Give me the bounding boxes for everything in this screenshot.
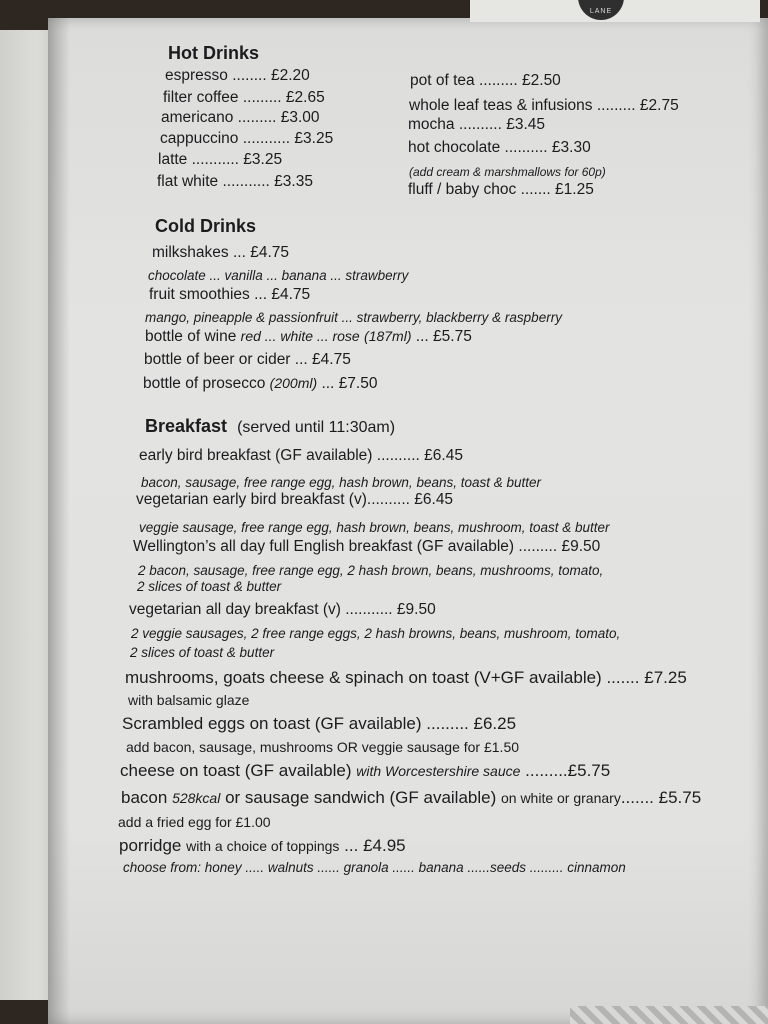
menu-item-flat-white: flat white ........... £3.35 bbox=[157, 173, 313, 190]
menu-item-fluff: fluff / baby choc ....... £1.25 bbox=[408, 181, 594, 198]
hot-drinks-heading: Hot Drinks bbox=[168, 43, 260, 63]
wellington-description-line-1: 2 bacon, sausage, free range egg, 2 hash brown, beans, mushrooms, tomato, bbox=[138, 563, 604, 578]
logo-text: LANE bbox=[589, 8, 613, 15]
menu-item-milkshakes: milkshakes ... £4.75 bbox=[152, 244, 290, 261]
menu-item-hot-chocolate: hot chocolate .......... £3.30 bbox=[408, 139, 591, 156]
menu-item-cheese-on-toast: cheese on toast (GF available) with Worcestershire sauce .........£5.75 bbox=[120, 761, 611, 780]
menu-item-whole-leaf-teas: whole leaf teas & infusions ......... £2.75 bbox=[409, 97, 679, 114]
veg-all-day-description-line-1: 2 veggie sausages, 2 free range eggs, 2 hash browns, beans, mushroom, tomato, bbox=[131, 626, 621, 641]
menu-item-veg-all-day: vegetarian all day breakfast (v) ........... £9.50 bbox=[129, 601, 436, 618]
menu-item-cappuccino: cappuccino ........... £3.25 bbox=[160, 130, 334, 147]
early-bird-description: bacon, sausage, free range egg, hash brown, beans, toast & butter bbox=[141, 475, 542, 490]
hot-chocolate-note: (add cream & marshmallows for 60p) bbox=[409, 165, 606, 179]
menu-item-americano: americano ......... £3.00 bbox=[161, 109, 320, 126]
smoothies-flavours: mango, pineapple & passionfruit ... strawberry, blackberry & raspberry bbox=[145, 310, 562, 325]
bacon-sandwich-addon: add a fried egg for £1.00 bbox=[118, 814, 271, 830]
milkshakes-flavours: chocolate ... vanilla ... banana ... strawberry bbox=[148, 268, 409, 283]
menu-item-mushrooms-goats-cheese: mushrooms, goats cheese & spinach on toast (V+GF available) ....... £7.25 bbox=[125, 668, 687, 687]
menu-item-pot-of-tea: pot of tea ......... £2.50 bbox=[410, 72, 561, 89]
menu-item-bottle-of-wine: bottle of wine red ... white ... rose (187ml) ... £5.75 bbox=[145, 328, 472, 345]
menu-item-latte: latte ........... £3.25 bbox=[158, 151, 283, 168]
breakfast-heading: Breakfast (served until 11:30am) bbox=[145, 416, 396, 436]
menu-item-prosecco: bottle of prosecco (200ml) ... £7.50 bbox=[143, 375, 378, 392]
book-spine-shadow bbox=[48, 18, 70, 1024]
menu-item-veg-early-bird: vegetarian early bird breakfast (v).......... £6.45 bbox=[136, 491, 454, 508]
menu-item-fruit-smoothies: fruit smoothies ... £4.75 bbox=[149, 286, 311, 303]
veg-early-bird-description: veggie sausage, free range egg, hash brown, beans, mushroom, toast & butter bbox=[139, 520, 610, 535]
scrambled-eggs-addons: add bacon, sausage, mushrooms OR veggie sausage for £1.50 bbox=[126, 739, 520, 755]
menu-item-beer-or-cider: bottle of beer or cider ... £4.75 bbox=[144, 351, 351, 368]
breakfast-serving-time: (served until 11:30am) bbox=[237, 419, 396, 436]
wellington-description-line-2: 2 slices of toast & butter bbox=[137, 579, 282, 594]
menu-item-bacon-or-sausage-sandwich: bacon 528kcal or sausage sandwich (GF available) on white or granary....... £5.75 bbox=[121, 788, 702, 807]
veg-all-day-description-line-2: 2 slices of toast & butter bbox=[130, 645, 275, 660]
tablecloth-pattern bbox=[570, 1006, 768, 1024]
cold-drinks-heading: Cold Drinks bbox=[155, 216, 257, 236]
menu-item-espresso: espresso ........ £2.20 bbox=[165, 67, 310, 84]
menu-item-wellington-all-day: Wellington’s all day full English breakfast (GF available) ......... £9.50 bbox=[133, 538, 601, 555]
menu-item-porridge: porridge with a choice of toppings ... £4.95 bbox=[119, 836, 406, 855]
menu-item-scrambled-eggs: Scrambled eggs on toast (GF available) ......... £6.25 bbox=[122, 714, 517, 733]
menu-item-early-bird: early bird breakfast (GF available) .......... £6.45 bbox=[139, 447, 463, 464]
mushrooms-description: with balsamic glaze bbox=[128, 692, 250, 708]
porridge-toppings: choose from: honey ..... walnuts ...... granola ...... banana ......seeds ......... cinnamon bbox=[123, 860, 626, 875]
menu-item-filter-coffee: filter coffee ......... £2.65 bbox=[163, 89, 325, 106]
menu-item-mocha: mocha .......... £3.45 bbox=[408, 116, 546, 133]
